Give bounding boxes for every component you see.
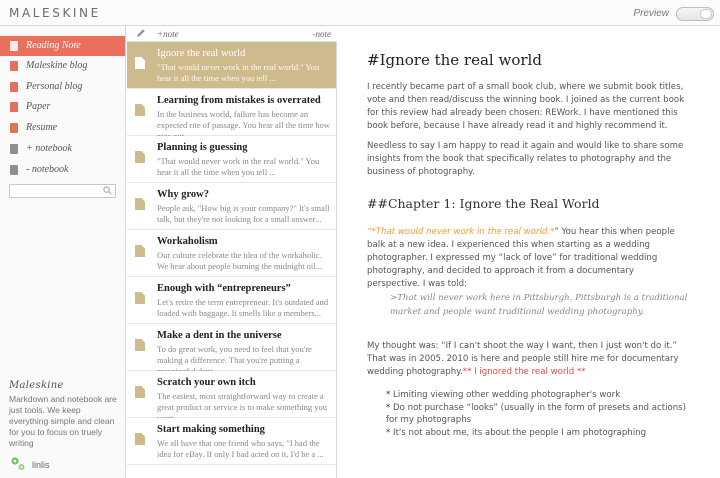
highlight-text: I ignored the real world xyxy=(471,367,577,377)
note-title: Why grow? xyxy=(157,189,210,200)
note-item[interactable] xyxy=(127,183,336,230)
about-text: Markdown and notebook are just tools. We keep everything simple and clean for you to focus on truely writing xyxy=(9,394,117,448)
preview-label: Preview xyxy=(633,8,669,19)
add-note-button[interactable]: +note xyxy=(157,29,179,39)
paragraph-text: You hear this when people balk at a new idea. I experienced this when starting as a wedding photographer. I expressed my “lack of love” for traditional wedding photography, and decided to approach it from a documentary perspective. I was told: xyxy=(367,227,675,289)
delete-note-button[interactable]: -note xyxy=(312,29,331,39)
remove-notebook-button[interactable] xyxy=(0,160,125,180)
document-icon xyxy=(135,386,145,398)
note-excerpt: Our culture celebrate the idea of the workaholic. We hear about people burning the midnight oil... xyxy=(157,250,323,271)
note-item[interactable] xyxy=(127,42,336,89)
note-item[interactable] xyxy=(127,136,336,183)
document-icon xyxy=(135,151,145,163)
notes-toolbar xyxy=(127,26,337,42)
document-icon xyxy=(135,245,145,257)
preview-paragraph xyxy=(367,226,689,291)
note-title: Ignore the real world xyxy=(157,48,246,59)
preview-paragraph: Needless to say I am happy to read it again and would like to share some insights from the book that specifically relates to photography and the business of photography. xyxy=(367,141,684,177)
bold-marker: ** xyxy=(576,367,586,377)
list-item: * It's not about me, its about the people I am photographing xyxy=(386,427,690,440)
notebook-label: Paper xyxy=(26,101,51,112)
note-item[interactable] xyxy=(127,89,336,136)
notebook-resume[interactable] xyxy=(0,118,125,138)
search-icon[interactable] xyxy=(103,186,112,195)
quote-mark: ” xyxy=(554,227,559,237)
notebook-icon xyxy=(10,165,18,175)
note-excerpt: "That would never work in the real world." You hear it all the time when you tell ... xyxy=(157,62,320,83)
note-title: Workaholism xyxy=(157,236,218,247)
note-excerpt: The easiest, most straightforward way to create a great product or service is to make something you xyxy=(157,391,327,412)
toggle-knob[interactable] xyxy=(700,9,712,19)
preview-toggle[interactable] xyxy=(676,7,714,21)
notebook-label: Personal blog xyxy=(26,81,83,92)
add-notebook-label: + notebook xyxy=(26,143,72,154)
note-title: Scratch your own itch xyxy=(157,377,256,388)
note-title: Enough with “entrepreneurs” xyxy=(157,283,291,294)
title-bar xyxy=(0,0,720,26)
notebook-icon xyxy=(10,123,18,133)
quote-text: *That would never work in the real world.* xyxy=(371,227,555,237)
note-title: Make a dent in the universe xyxy=(157,330,282,341)
bold-marker: ** xyxy=(462,367,472,377)
note-item[interactable] xyxy=(127,230,336,277)
sidebar xyxy=(0,26,126,478)
remove-notebook-label: - notebook xyxy=(26,164,69,175)
note-item[interactable] xyxy=(127,371,336,418)
notebook-icon xyxy=(10,82,18,92)
notes-list xyxy=(127,42,337,478)
document-icon xyxy=(135,104,145,116)
preview-subheading: ##Chapter 1: Ignore the Real World xyxy=(367,196,600,211)
notebook-label: Maleskine blog xyxy=(26,60,88,71)
about-title: Maleskine xyxy=(9,380,64,391)
list-item: * Limiting viewing other wedding photographer's work xyxy=(386,389,690,402)
notebook-icon xyxy=(10,41,18,51)
document-icon xyxy=(135,57,145,69)
note-item[interactable] xyxy=(127,418,336,465)
note-title: Learning from mistakes is overrated xyxy=(157,95,321,106)
notebook-icon xyxy=(10,144,18,154)
notebook-label: Reading Note xyxy=(26,40,81,51)
note-title: Start making something xyxy=(157,424,265,435)
note-excerpt: Let's retire the term entrepreneur. It's outdated and loaded with baggage. It smells like a members... xyxy=(157,297,329,318)
notebook-label: Resume xyxy=(26,122,58,133)
note-item[interactable] xyxy=(127,277,336,324)
preview-list xyxy=(386,389,690,439)
note-excerpt: We all have that one friend who says, "I had the idea for eBay. If only I had acted on it, I'd be a ... xyxy=(157,438,324,459)
search-input[interactable] xyxy=(9,184,116,198)
note-title: Planning is guessing xyxy=(157,142,248,153)
notebook-paper[interactable] xyxy=(0,97,125,117)
notebook-reading-note[interactable] xyxy=(0,36,125,56)
preview-paragraph: I recently became part of a small book club, where we submit book titles, vote and then read/discuss the winning book. I joined as the current book for this review had already been chosen: REWork. I have mentioned this book before, because I have already read it and highly recommend it. xyxy=(367,82,685,131)
document-icon xyxy=(135,339,145,351)
notebook-maleskine-blog[interactable] xyxy=(0,56,125,76)
app-logo: MALESKINE xyxy=(9,6,101,20)
list-item: * Do not purchase “looks” (usually in the form of presets and actions) for my photographs xyxy=(386,402,690,427)
paragraph-text: My thought was: “If I can't shoot the way I want, then I just won't do it.” That was in 2005. 2010 is here and people still hire me for documentary wedding photography. xyxy=(367,341,679,377)
notebook-personal-blog[interactable] xyxy=(0,77,125,97)
preview-blockquote: >That will never work here in Pittsburgh. Pittsburgh is a traditional market and people want traditional wedding photography. xyxy=(390,293,688,317)
note-excerpt: People ask, "How big is your company?" It's small talk, but they're not looking for a small answer... xyxy=(157,203,330,224)
preview-heading: #Ignore the real world xyxy=(367,51,542,69)
preview-paragraph xyxy=(367,340,689,379)
note-excerpt: In the business world, failure has become an expected rite of passage. You hear all the time how xyxy=(157,109,331,130)
notebook-icon xyxy=(10,102,18,112)
gears-icon xyxy=(10,456,26,472)
user-name: linlis xyxy=(32,460,50,470)
pencil-icon xyxy=(136,28,146,38)
note-excerpt: "That would never work in the real world." You hear it all the time when you tell ... xyxy=(157,156,320,177)
quote-mark: “ xyxy=(367,227,372,237)
document-icon xyxy=(135,433,145,445)
note-item[interactable] xyxy=(127,324,336,371)
document-icon xyxy=(135,198,145,210)
note-excerpt: To do great work, you need to feel that you're making a difference. That you're putting a xyxy=(157,344,312,365)
document-icon xyxy=(135,292,145,304)
preview-pane xyxy=(338,26,720,478)
add-notebook-button[interactable] xyxy=(0,139,125,159)
notebook-icon xyxy=(10,61,18,71)
